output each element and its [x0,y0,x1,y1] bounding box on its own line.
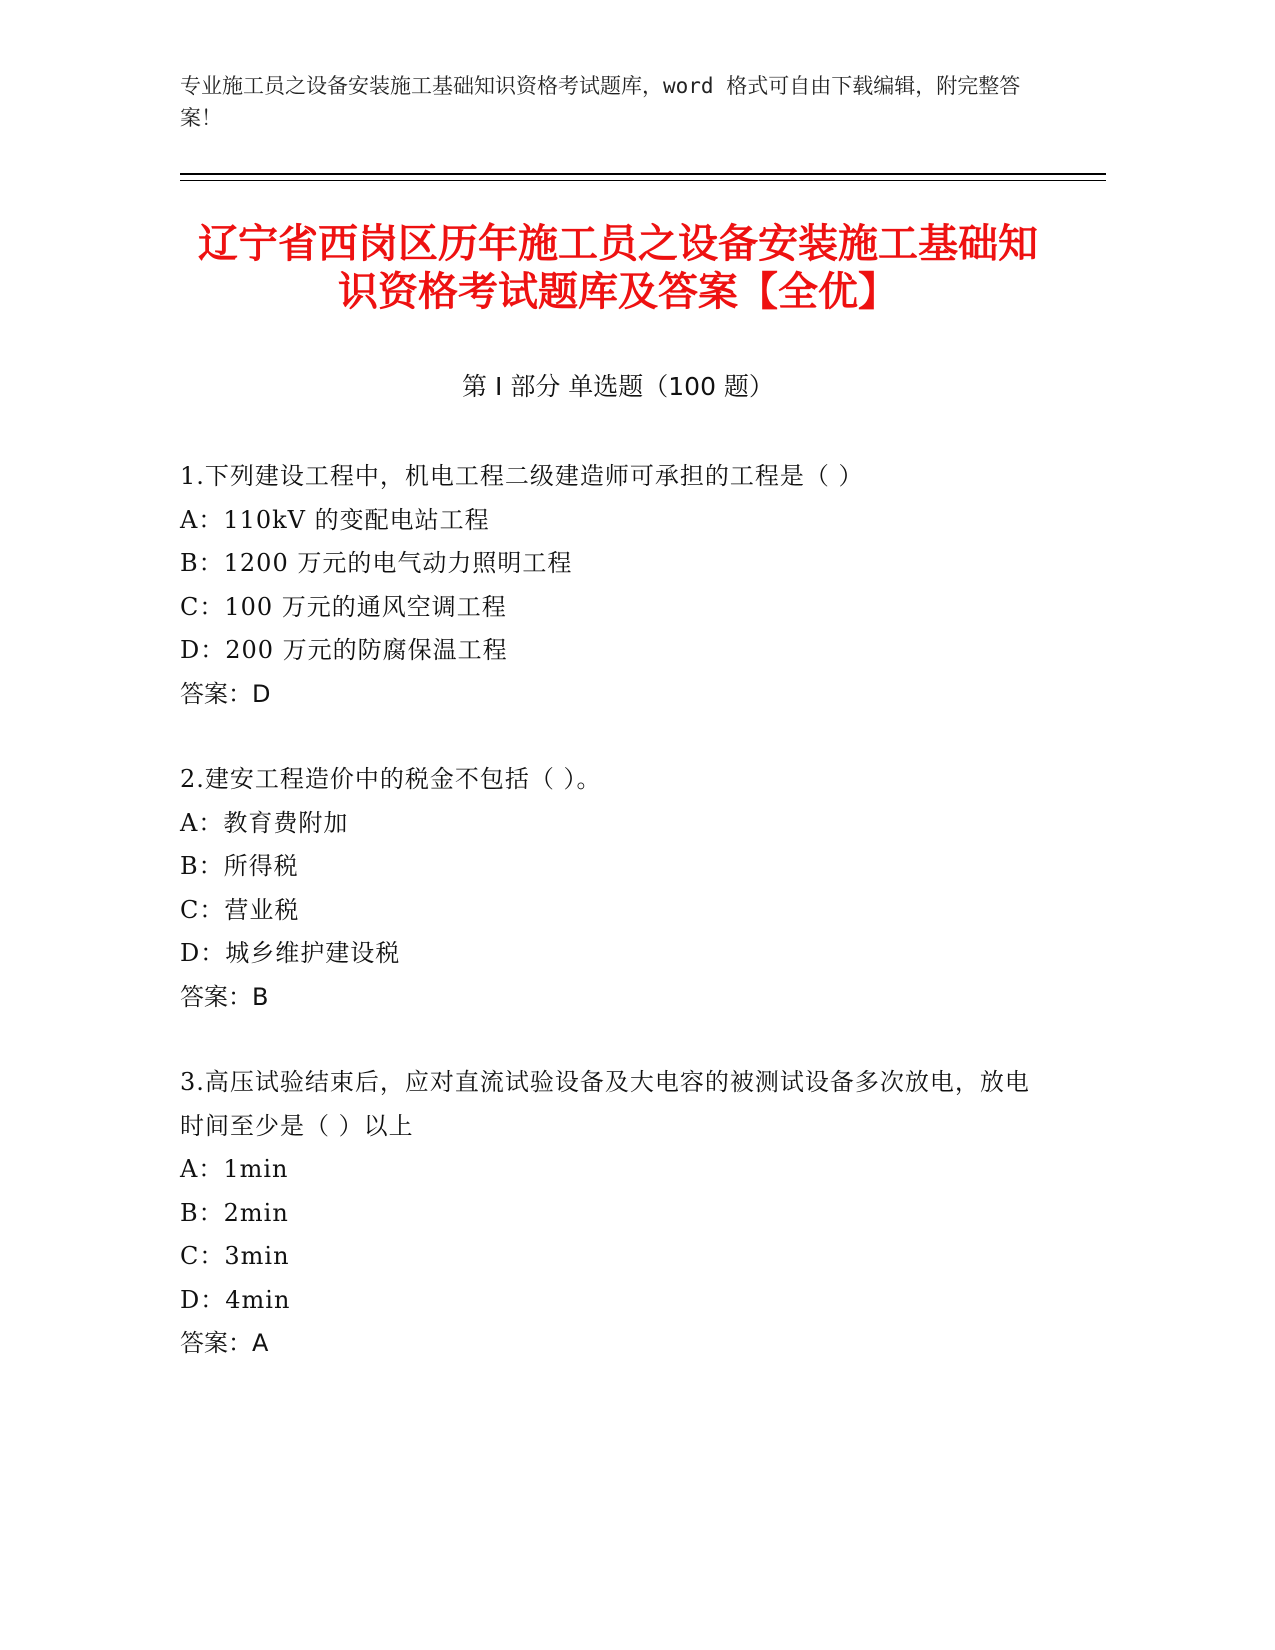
question-option: C：营业税 [180,895,300,924]
question-option: D：城乡维护建设税 [180,939,401,967]
question [180,758,1040,1019]
question-option: C：3min [180,1242,290,1270]
question-option: C：100 万元的通风空调工程 [180,592,507,621]
question-stem: 3.高压试验结束后，应对直流试验设备及大电容的被测试设备多次放电，放电时间至少是（ ）以上 [180,1068,1030,1140]
question [180,1061,1040,1366]
question-stem: 1.下列建设工程中，机电工程二级建造师可承担的工程是（ ） [180,462,864,490]
question-option: B：2min [180,1198,289,1227]
question-answer: 答案：D [180,679,271,708]
header-rule-thick [180,173,1106,175]
question-option: A：教育费附加 [180,808,349,837]
section-heading: 第 I 部分 单选题（100 题） [462,372,774,401]
document-title: 辽宁省西岗区历年施工员之设备安装施工基础知识资格考试题库及答案【全优】 [198,221,1038,315]
question-option: A：110kV 的变配电站工程 [180,505,490,534]
question-option: A：1min [180,1155,289,1183]
question-option: D：4min [180,1285,291,1314]
question-answer: 答案：B [180,982,269,1011]
question-stem: 2.建安工程造价中的税金不包括（ ）。 [180,765,602,793]
header-rule-thin [180,180,1106,181]
header-note: 专业施工员之设备安装施工基础知识资格考试题库，word 格式可自由下载编辑，附完整答案！ [180,74,1021,130]
question-answer: 答案：A [180,1329,269,1357]
question-list [180,455,1040,1408]
question-option: B：所得税 [180,852,299,880]
question-option: B：1200 万元的电气动力照明工程 [180,549,573,577]
question [180,455,1040,716]
question-option: D：200 万元的防腐保温工程 [180,636,508,664]
